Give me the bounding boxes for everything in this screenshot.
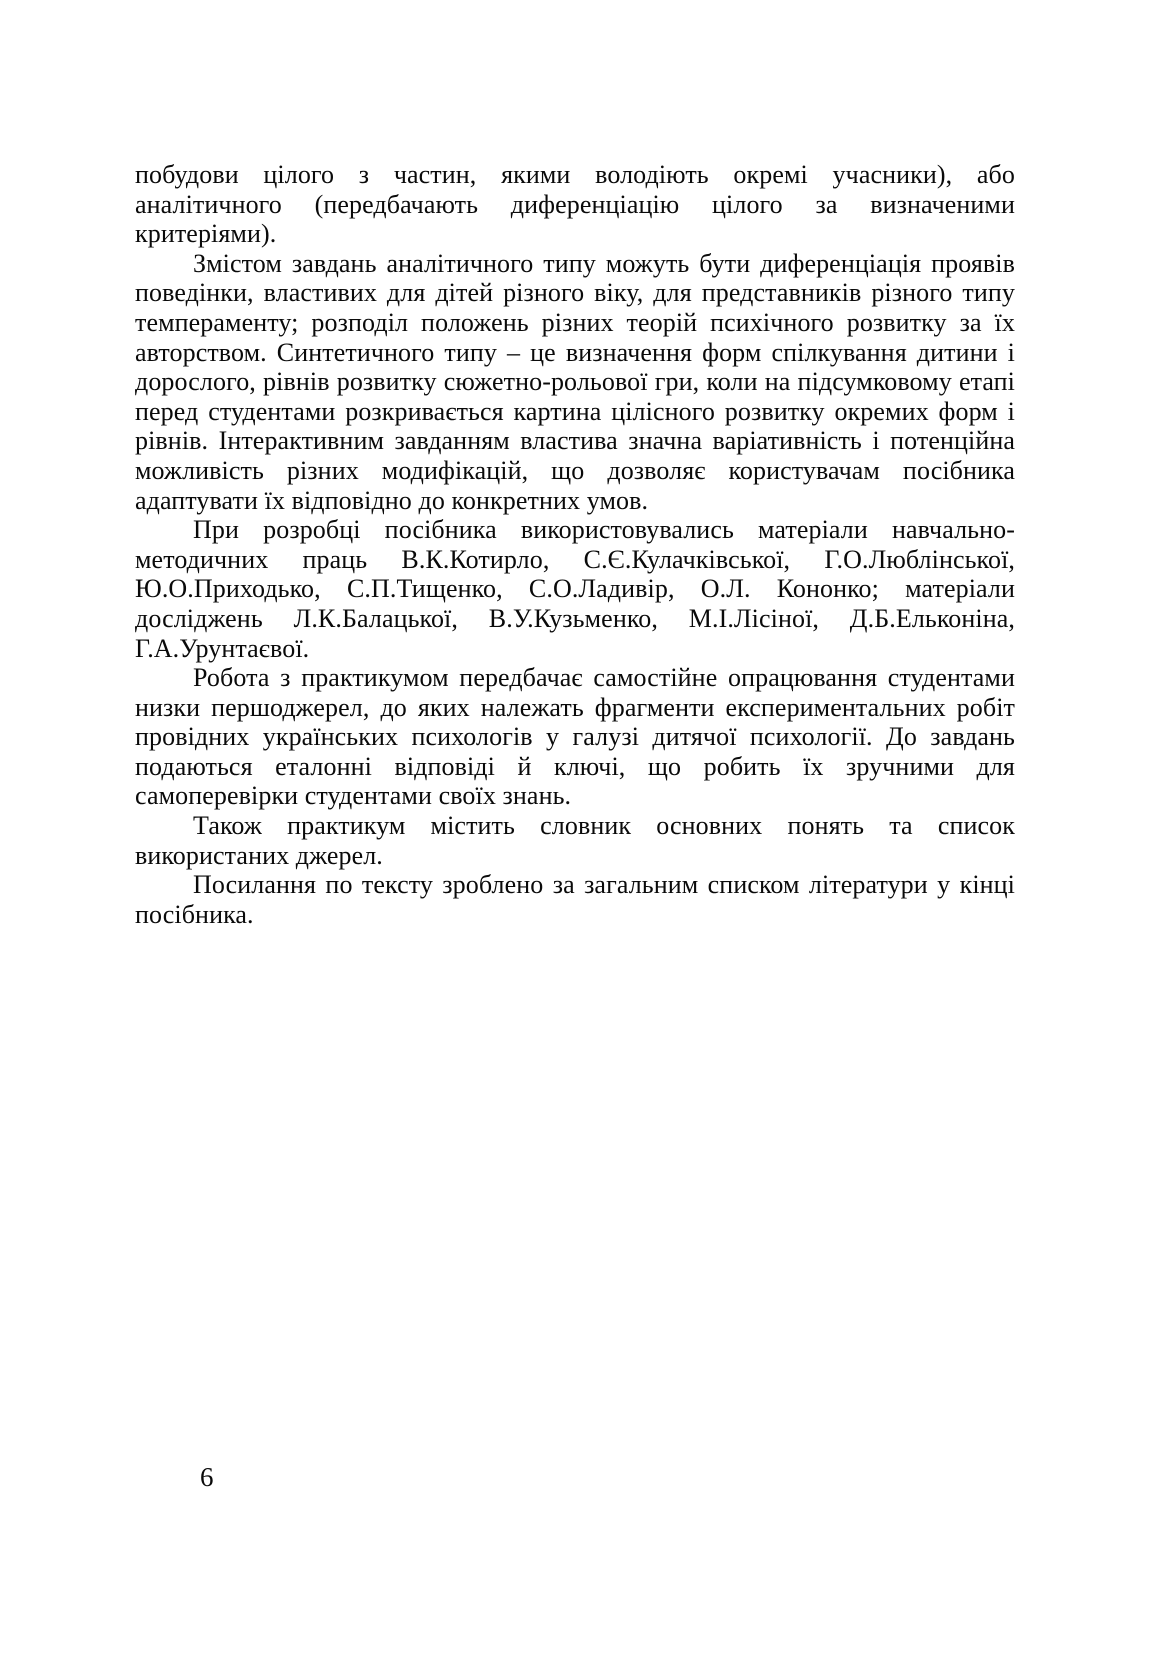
paragraph-zmist-zavdan: Змістом завдань аналітичного типу можуть бути диференціація проявів поведінки, властивих для дітей різного віку, для представників різного типу темпераменту; розподіл положень різних теорій психічного розвитку за їх авторством. Синтетичного типу – це визначення форм спілкування дитини і дорослого, рівнів розвитку сюжетно-рольової гри, коли на підсумковому етапі перед студентами розкривається картина цілісного розвитку окремих форм і рівнів. Інтерактивним завданням властива значна варіативність і потенційна можливість різних модифікацій, що дозволяє користувачам посібника адаптувати їх відповідно до конкретних умов. — [135, 248, 1015, 515]
body-text — [135, 160, 1015, 929]
paragraph-posylannia: Посилання по тексту зроблено за загальним списком літератури у кінці посібника. — [135, 870, 1015, 929]
page-number: 6 — [200, 1462, 214, 1492]
paragraph-pry-rozrobtsi: При розробці посібника використовувались матеріали навчально-методичних праць В.К.Котирло, С.Є.Кулачківської, Г.О.Люблінської, Ю.О.Приходько, С.П.Тищенко, С.О.Ладивір, О.Л. Кононко; матеріали досліджень Л.К.Балацької, В.У.Кузьменко, М.І.Лісіної, Д.Б.Ельконіна, Г.А.Урунтаєвої. — [135, 515, 1015, 663]
paragraph-continuation: побудови цілого з частин, якими володіють окремі учасники), або аналітичного (передбачають диференціацію цілого за визначеними критеріями). — [135, 160, 1015, 249]
paragraph-takozh-praktykum: Також практикум містить словник основних понять та список використаних джерел. — [135, 811, 1015, 870]
paragraph-robota-z-praktykumom: Робота з практикумом передбачає самостійне опрацювання студентами низки першоджерел, до яких належать фрагменти експериментальних робіт провідних українських психологів у галузі дитячої психології. До завдань подаються еталонні відповіді й ключі, що робить їх зручними для самоперевірки студентами своїх знань. — [135, 663, 1015, 811]
